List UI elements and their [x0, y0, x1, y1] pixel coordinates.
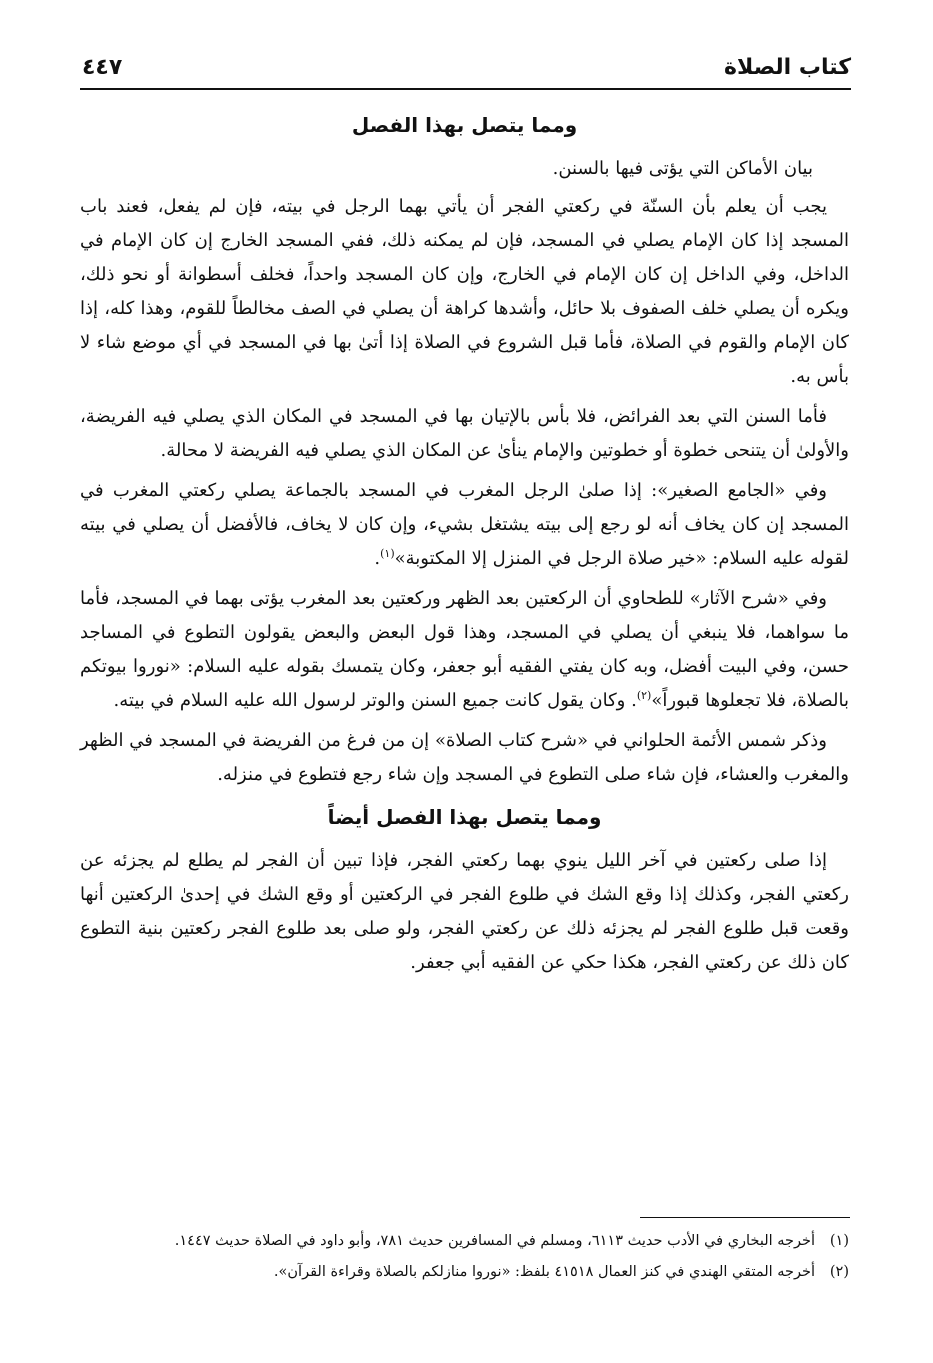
page-header: [82, 38, 851, 88]
section-heading: ومما يتصل بهذا الفصل: [351, 113, 578, 137]
paragraph: وذكر شمس الأئمة الحلواني في «شرح كتاب الصلاة» إن من فرغ من الفريضة في المسجد في الظهر والمغرب والعشاء، فإن شاء صلى التطوع في المسجد وإن شاء رجع فتطوع في منزله.: [80, 730, 849, 785]
footnote-number: (١): [829, 1233, 849, 1249]
paragraph-text: وفي «الجامع الصغير»: إذا صلىٰ الرجل المغرب في المسجد بالجماعة يصلي ركعتي المغرب في المسجد إن كان يخاف أنه لو رجع إلى بيته يشتغل بشيء، وإن كان لا يخاف، فالأفضل أن يصلي في بيته لقوله عليه السلام: «خير صلاة الرجل في المنزل إلا المكتوبة»: [80, 480, 849, 569]
footnote-text: أخرجه المتقي الهندي في كنز العمال ٤١٥١٨ بلفظ: «نوروا منازلكم بالصلاة وقراءة القرآن».: [273, 1264, 815, 1280]
running-title: كتاب الصلاة: [724, 55, 851, 80]
paragraph: فأما السنن التي بعد الفرائض، فلا بأس بالإتيان بها في المسجد في المكان الذي يصلي فيه الفريضة، والأولىٰ أن يتنحى خطوة أو خطوتين والإمام ينأىٰ عن المكان الذي يصلي فيه الفريضة لا محالة.: [80, 406, 849, 461]
paragraph-continuation: وكان يقول كانت جميع السنن والوتر لرسول الله عليه السلام في بيته.: [113, 690, 626, 711]
paragraph: بيان الأماكن التي يؤتى فيها بالسنن.: [552, 158, 813, 179]
header-rule: [80, 88, 851, 90]
main-text: [80, 100, 849, 986]
paragraph-end: .: [631, 690, 637, 711]
paragraph: يجب أن يعلم بأن السنّة في ركعتي الفجر أن يأتي بهما الرجل في بيته، فإن لم يفعل، فعند باب المسجد إذا كان الإمام يصلي في المسجد، فإن لم يمكنه ذلك، ففي المسجد الخارج إن كان الإمام في الداخل، وفي الداخل إن كان الإمام في الخارج، وإن كان المسجد واحداً، فخلف أسطوانة أو نحو ذلك، ويكره أن يصلي خلف الصفوف بلا حائل، وأشدها كراهة أن يصلي في الصف مخالطاً للقوم، وهذا كله، إذا كان الإمام والقوم في الصلاة، فأما قبل الشروع في الصلاة إذا أتىٰ بها في المسجد في أي موضع شاء لا بأس به.: [80, 196, 849, 387]
section-heading: ومما يتصل بهذا الفصل أيضاً: [327, 805, 602, 829]
paragraph-end: .: [374, 548, 381, 569]
footnotes: [80, 1228, 849, 1290]
footnote: [80, 1259, 849, 1286]
paragraph: إذا صلى ركعتين في آخر الليل ينوي بهما ركعتي الفجر، فإذا تبين أن الفجر لم يطلع لم يجزئه عن ركعتي الفجر، وكذلك إذا وقع الشك في طلوع الفجر في الركعتين أو وقع الشك في إحدىٰ الركعتين أنها وقعت قبل طلوع الفجر لم يجزئه ذلك عن ركعتي الفجر، ولو صلى بعد طلوع الفجر ركعتين بنية التطوع كان ذلك عن ركعتي الفجر، هكذا حكي عن الفقيه أبي جعفر.: [80, 850, 849, 973]
paragraph-text: وفي «شرح الآثار» للطحاوي أن الركعتين بعد الظهر وركعتين بعد المغرب يؤتى بهما في المسجد، فأما ما سواهما، فلا ينبغي أن يصلي في المسجد، وهذا قول البعض والبعض يقولون التطوع في المساجد حسن، وفي البيت أفضل، وبه كان يفتي الفقيه أبو جعفر، وكان يتمسك بقوله عليه السلام: «نوروا بيوتكم بالصلاة، فلا تجعلوها قبوراً»: [80, 588, 849, 711]
page-number: ٤٤٧: [82, 55, 123, 80]
paragraph: [80, 474, 849, 576]
footnote: [80, 1228, 849, 1255]
footnote-text: أخرجه البخاري في الأدب حديث ٦١١٣، ومسلم في المسافرين حديث ٧٨١، وأبو داود في الصلاة حديث ١٤٤٧.: [174, 1233, 815, 1249]
paragraph: [80, 582, 849, 718]
footnote-rule: [640, 1217, 850, 1218]
footnote-ref: (٢): [636, 689, 652, 702]
footnote-ref: (١): [380, 547, 395, 560]
footnote-number: (٢): [829, 1264, 849, 1280]
